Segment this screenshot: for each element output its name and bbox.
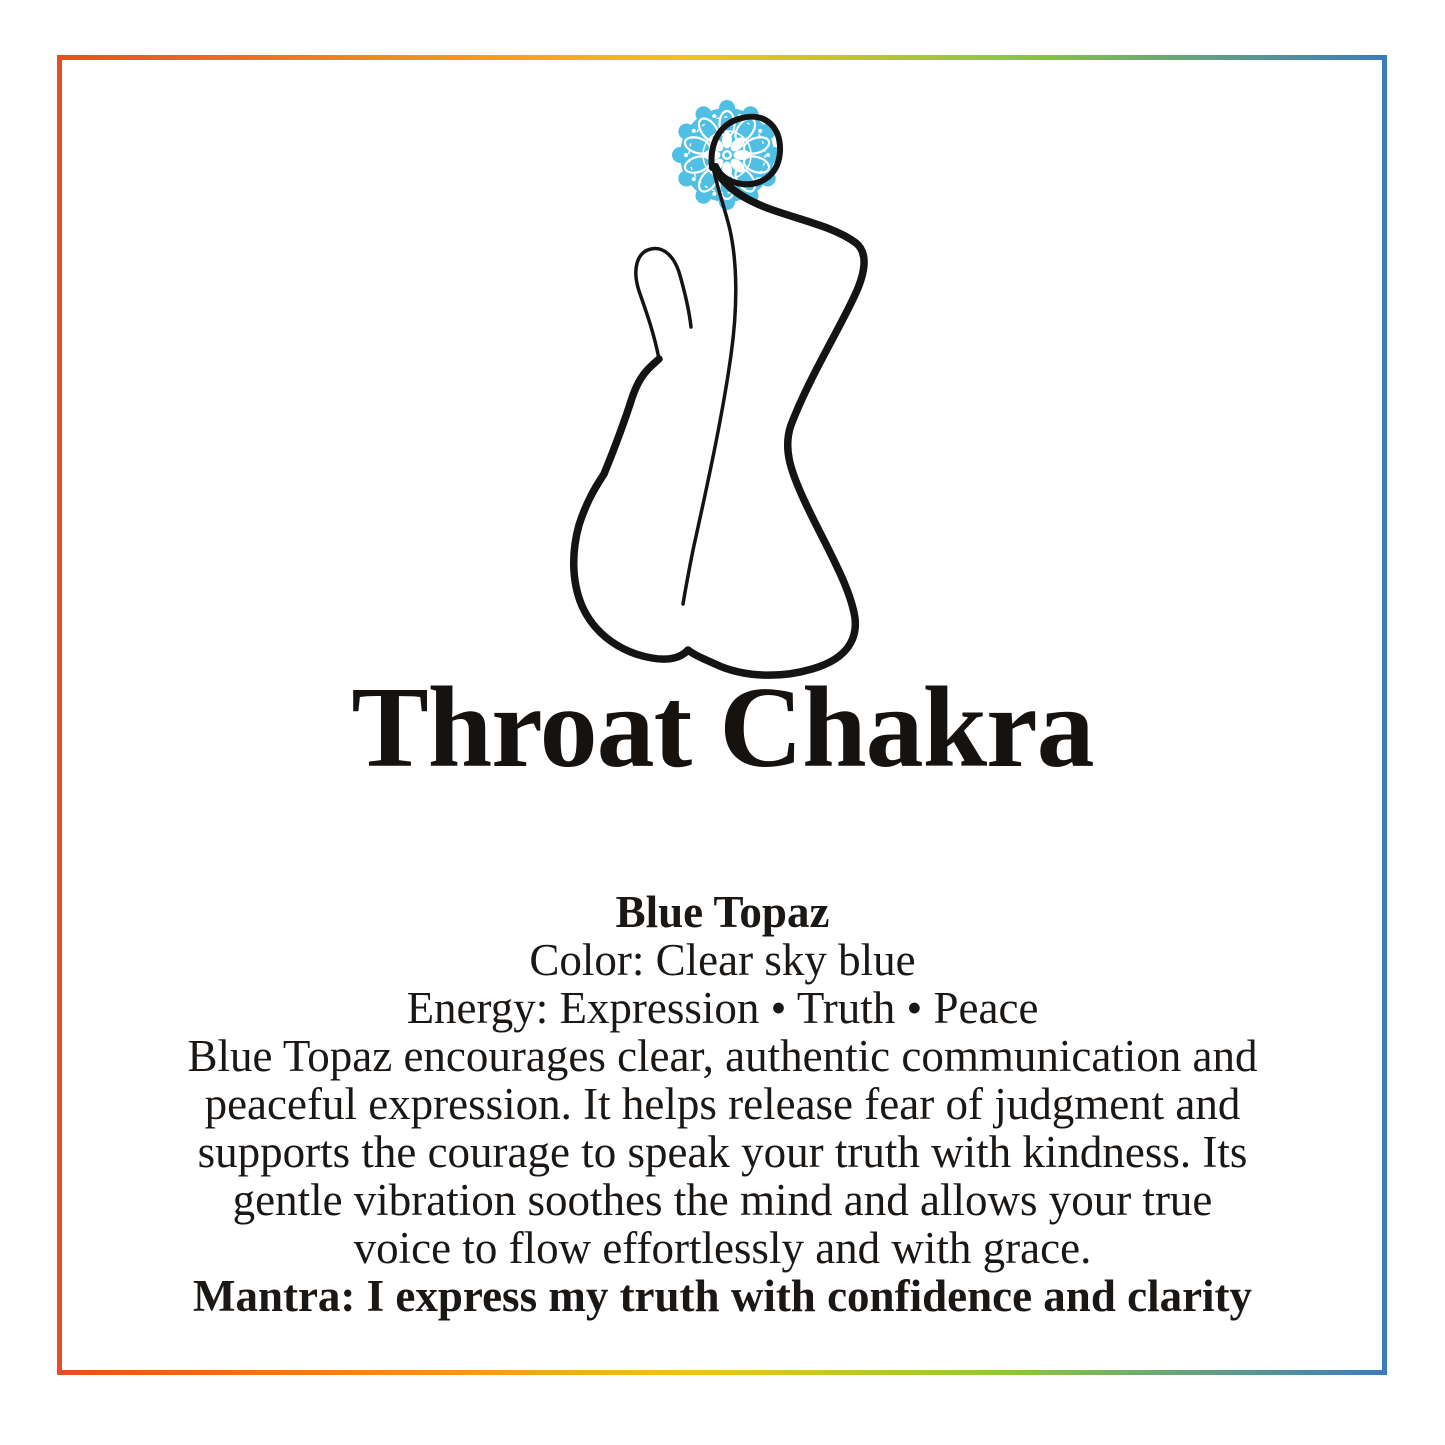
throat-mandala-icon bbox=[672, 100, 782, 210]
stone-color-line: Color: Clear sky blue bbox=[529, 935, 916, 985]
spine-line-path bbox=[683, 162, 736, 604]
stone-description-line: gentle vibration soothes the mind and allows your true bbox=[232, 1175, 1213, 1225]
stone-description-line: Blue Topaz encourages clear, authentic communication and bbox=[187, 1031, 1258, 1081]
stone-info bbox=[0, 888, 1445, 1320]
stone-mantra: Mantra: I express my truth with confidence and clarity bbox=[192, 1271, 1253, 1321]
stone-name: Blue Topaz bbox=[615, 887, 830, 937]
shoulder-curl-path bbox=[636, 249, 691, 359]
page-title: Throat Chakra bbox=[351, 664, 1094, 792]
stone-description-line: supports the courage to speak your truth with kindness. Its bbox=[197, 1127, 1248, 1177]
stone-description-line: voice to flow effortlessly and with grace. bbox=[353, 1223, 1092, 1273]
body-line-art bbox=[525, 80, 915, 695]
stone-description-line: peaceful expression. It helps release fear of judgment and bbox=[204, 1079, 1241, 1129]
stone-energy-line: Energy: Expression • Truth • Peace bbox=[406, 983, 1039, 1033]
